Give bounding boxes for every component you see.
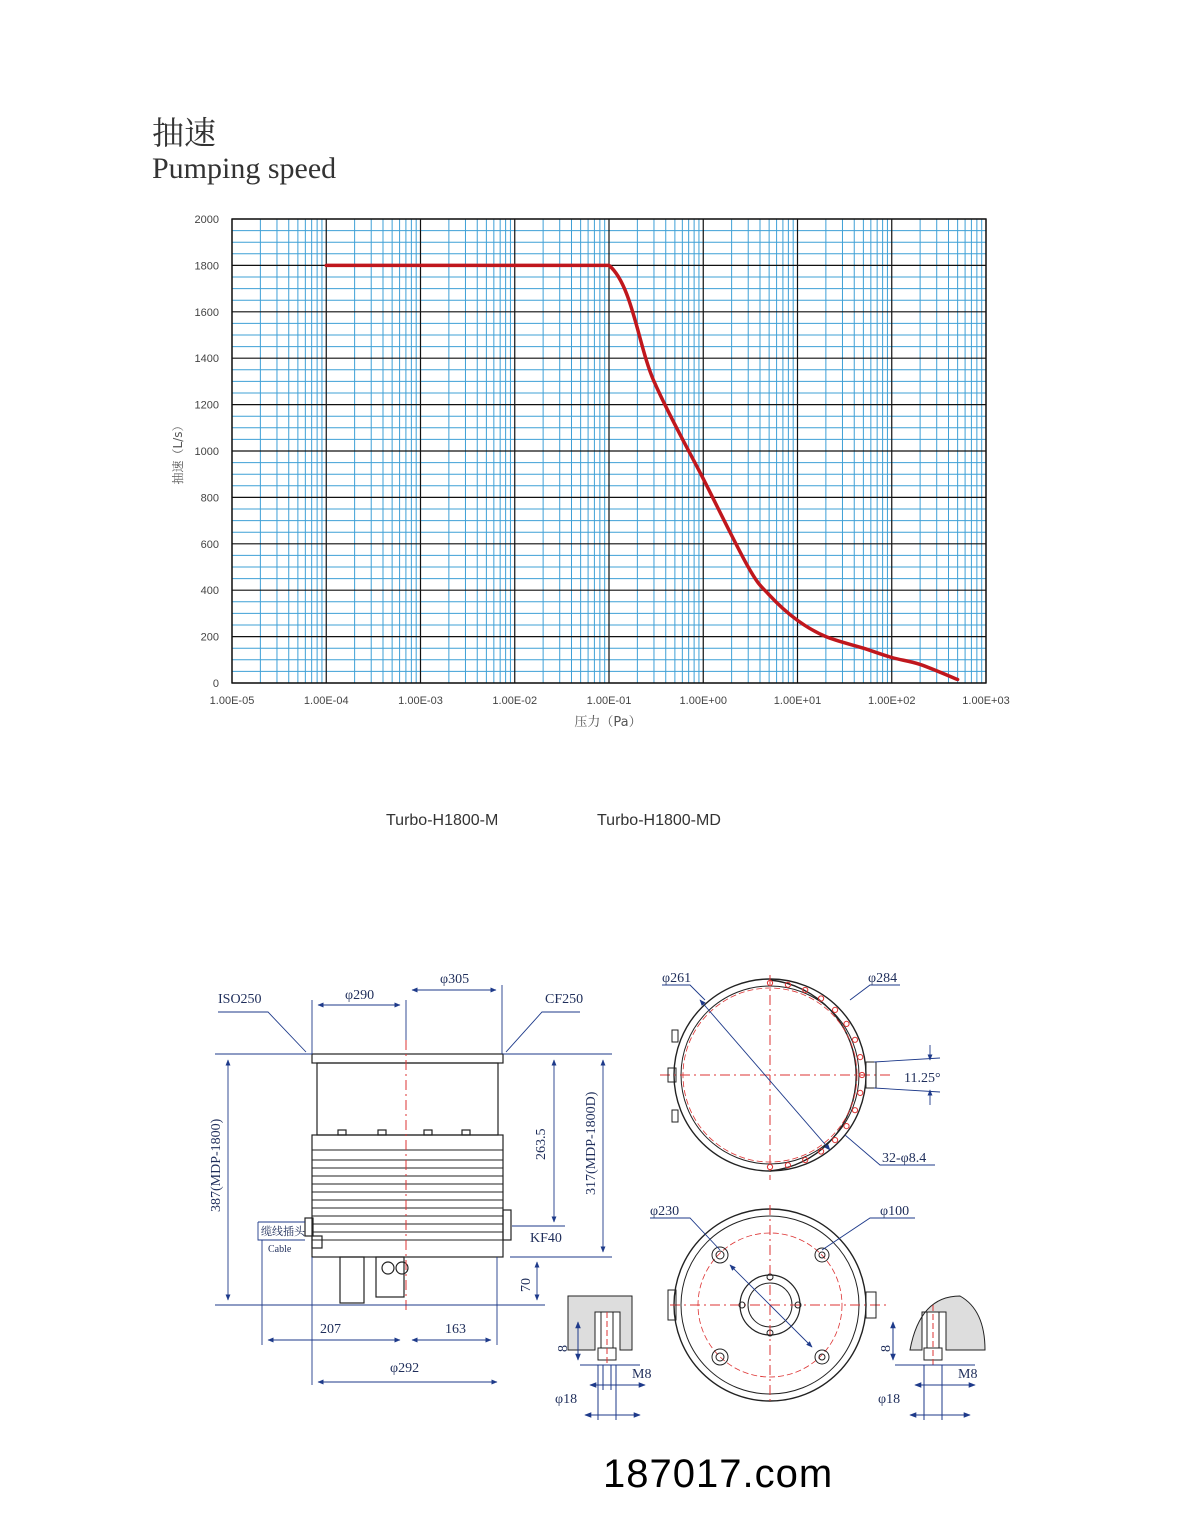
side-view	[305, 1054, 511, 1303]
chart-x-tick-label: 1.00E-05	[209, 695, 255, 707]
label-kf40: KF40	[530, 1231, 562, 1246]
bolt-hole	[852, 1108, 857, 1113]
label-8-right: 8	[879, 1345, 894, 1352]
chart-y-tick-label: 600	[200, 538, 219, 551]
label-207: 207	[320, 1322, 341, 1337]
chart-x-tick-label: 1.00E+02	[868, 695, 916, 707]
label-m8-right: M8	[958, 1367, 978, 1382]
chart-y-tick-label: 200	[200, 631, 219, 644]
label-cable-cn: 缆线插头	[261, 1225, 305, 1238]
chart-x-axis-label: 压力（Pa）	[574, 715, 642, 730]
label-phi18-right: φ18	[878, 1392, 901, 1407]
chart-x-tick-label: 1.00E-01	[586, 695, 632, 707]
label-phi18-left: φ18	[555, 1392, 578, 1407]
chart-x-tick-label: 1.00E-02	[492, 695, 538, 707]
bolt-hole	[844, 1021, 849, 1026]
bottom-view-dimensions	[650, 1218, 915, 1347]
label-iso250: ISO250	[218, 992, 262, 1007]
chart-x-tick-label: 1.00E-04	[303, 695, 349, 707]
bolt-hole	[833, 1138, 838, 1143]
chart-y-tick-label: 1000	[194, 446, 219, 458]
label-317: 317(MDP-1800D)	[584, 1091, 599, 1195]
top-view-labels	[662, 971, 941, 1166]
section-title-cn: 抽速	[152, 114, 217, 152]
chart-y-tick-label: 1600	[194, 306, 219, 319]
bolt-detail-left	[568, 1296, 645, 1420]
top-view	[660, 975, 890, 1180]
footer-site: 187017.com	[603, 1452, 834, 1496]
bolt-hole	[767, 1164, 772, 1169]
bolt-hole	[852, 1037, 857, 1042]
chart-y-axis-label: 抽速（L/s）	[171, 419, 185, 485]
chart-x-tick-label: 1.00E+00	[679, 695, 727, 707]
label-angle: 11.25°	[904, 1071, 941, 1086]
model-label-md: Turbo-H1800-MD	[597, 812, 721, 829]
section-title-en: Pumping speed	[152, 152, 337, 185]
label-cf250: CF250	[545, 992, 584, 1007]
bolt-detail-right	[893, 1296, 985, 1420]
label-phi100: φ100	[880, 1204, 910, 1219]
chart-y-tick-label: 2000	[194, 214, 219, 226]
label-163: 163	[445, 1322, 466, 1337]
label-263: 263.5	[534, 1128, 549, 1160]
label-8-left: 8	[556, 1345, 571, 1352]
chart-x-tick-label: 1.00E+01	[773, 695, 822, 707]
bolt-hole	[833, 1007, 838, 1012]
label-70: 70	[519, 1278, 534, 1292]
label-387: 387(MDP-1800)	[209, 1118, 224, 1212]
bottom-view	[668, 1205, 890, 1405]
bolt-hole	[858, 1090, 863, 1095]
label-m8-left: M8	[632, 1367, 652, 1382]
chart-y-tick-label: 1400	[194, 353, 219, 366]
model-label-m: Turbo-H1800-M	[386, 812, 499, 829]
chart-x-tick-label: 1.00E-03	[398, 695, 443, 707]
label-holes: 32-φ8.4	[882, 1151, 927, 1166]
side-view-labels	[209, 972, 599, 1376]
chart-y-tick-label: 1200	[194, 399, 219, 412]
chart-y-tick-label: 800	[200, 492, 219, 505]
label-phi261: φ261	[662, 971, 692, 986]
chart-x-tick-label: 1.00E+03	[962, 695, 1010, 707]
label-phi230: φ230	[650, 1204, 680, 1219]
chart-y-tick-label: 400	[200, 585, 219, 598]
bolt-hole	[858, 1055, 863, 1060]
label-phi284: φ284	[868, 971, 898, 986]
bolt-hole	[844, 1124, 849, 1129]
side-view-dimensions	[215, 985, 612, 1385]
chart-y-tick-label: 0	[212, 678, 219, 690]
label-phi305: φ305	[440, 972, 470, 987]
label-phi290: φ290	[345, 988, 375, 1003]
chart-y-tick-label: 1800	[194, 260, 219, 273]
label-phi292: φ292	[390, 1361, 420, 1376]
label-cable-en: Cable	[268, 1244, 292, 1255]
